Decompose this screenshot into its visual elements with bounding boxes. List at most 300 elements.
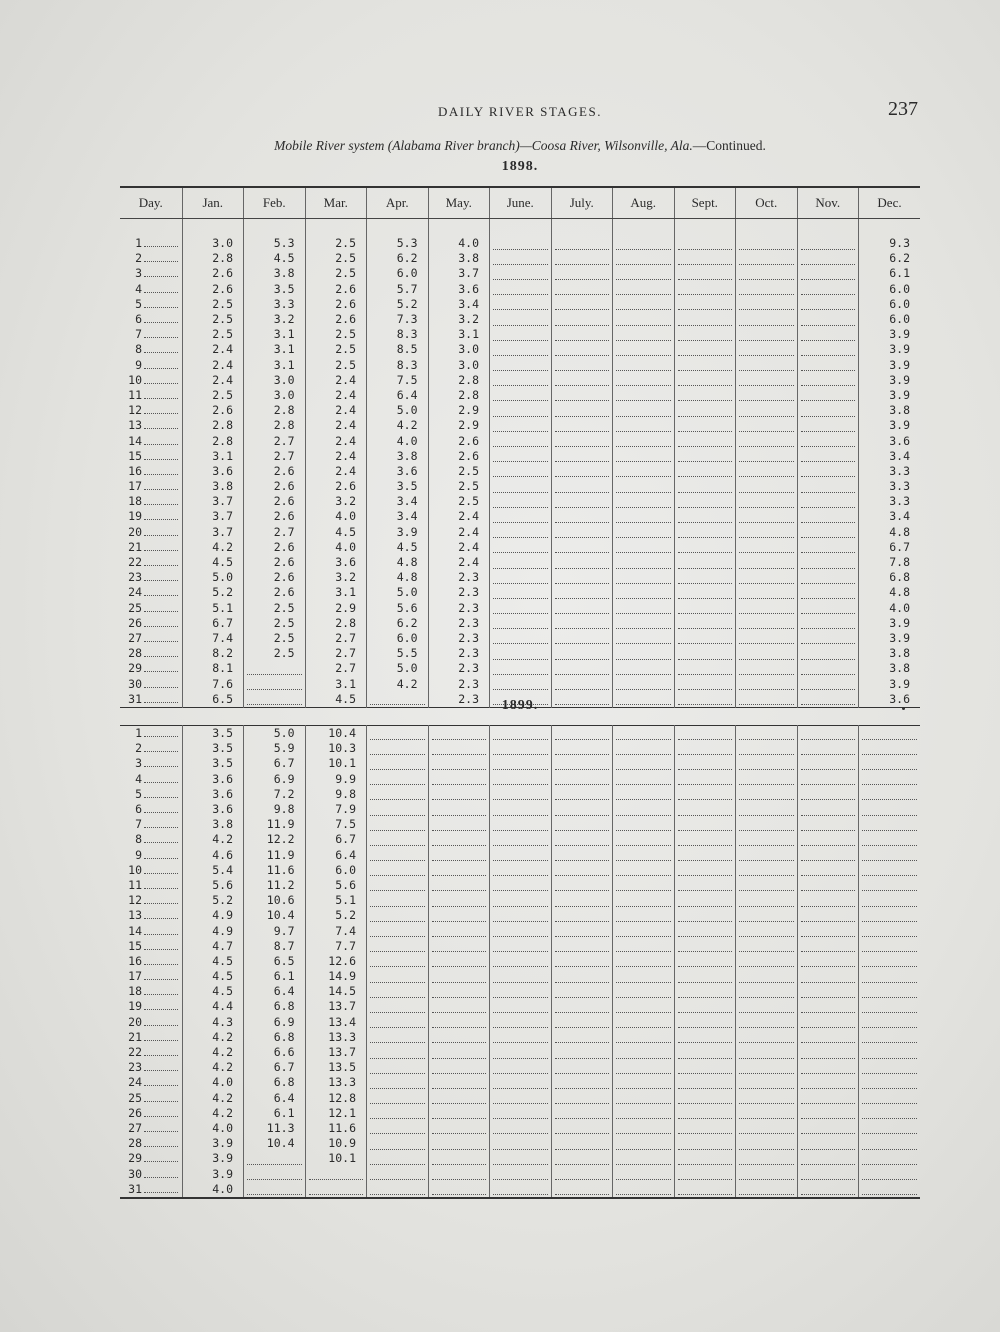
empty-cell (551, 373, 613, 388)
dot-leader (616, 1155, 671, 1165)
empty-cell (613, 1015, 675, 1030)
dot-leader (616, 1049, 671, 1059)
day-number: 29 (128, 1151, 142, 1166)
table-row (120, 741, 920, 756)
dot-leader (678, 346, 733, 356)
empty-cell (736, 939, 798, 954)
empty-cell (551, 676, 613, 691)
stage-value-cell: 2.4 (305, 464, 367, 479)
stage-value-cell: 4.4 (182, 999, 244, 1014)
dot-leader (801, 973, 856, 983)
empty-cell (490, 787, 552, 802)
day-number: 8 (135, 832, 142, 847)
empty-cell (797, 403, 859, 418)
empty-cell (674, 282, 736, 297)
dot-leader (801, 988, 856, 998)
day-number: 27 (128, 630, 142, 645)
table-row (120, 540, 920, 555)
empty-cell (613, 251, 675, 266)
dot-leader (616, 1140, 671, 1150)
dot-leader (616, 331, 671, 341)
empty-cell (674, 954, 736, 969)
table-row (120, 969, 920, 984)
table-row (120, 1075, 920, 1090)
empty-cell (490, 433, 552, 448)
dot-leader (678, 988, 733, 998)
empty-cell (551, 1182, 613, 1198)
dot-leader (493, 331, 548, 341)
dot-leader (493, 1064, 548, 1074)
empty-cell (490, 817, 552, 832)
dot-leader (370, 912, 425, 922)
stage-value-cell: 4.6 (182, 848, 244, 863)
stage-value-cell: 11.2 (244, 878, 306, 893)
day-cell (120, 863, 182, 878)
dot-leader (616, 543, 671, 553)
table-row (120, 403, 920, 418)
dot-leader (616, 346, 671, 356)
dot-leader (739, 1079, 794, 1089)
dot-leader (801, 589, 856, 599)
dot-leader (678, 680, 733, 690)
dot-leader (739, 988, 794, 998)
dot-leader (616, 790, 671, 800)
dot-leader (432, 760, 487, 770)
stage-value-cell: 7.6 (182, 676, 244, 691)
stage-value-cell: 2.3 (428, 585, 490, 600)
column-header: Nov. (797, 187, 859, 219)
stage-value-cell: 13.3 (305, 1075, 367, 1090)
stage-value-cell: 2.4 (305, 418, 367, 433)
empty-cell (674, 832, 736, 847)
table-row (120, 878, 920, 893)
dot-leader (801, 912, 856, 922)
day-cell (120, 1030, 182, 1045)
empty-cell (551, 1136, 613, 1151)
dot-leader (678, 973, 733, 983)
dot-leader (493, 361, 548, 371)
table-row (120, 570, 920, 585)
dot-leader (493, 957, 548, 967)
stage-value-cell: 3.6 (182, 464, 244, 479)
empty-cell (797, 676, 859, 691)
day-number: 7 (135, 817, 142, 832)
empty-cell (428, 923, 490, 938)
dot-leader (801, 483, 856, 493)
empty-cell (551, 601, 613, 616)
empty-cell (736, 646, 798, 661)
stage-value-cell: 4.2 (182, 1045, 244, 1060)
stage-value-cell: 3.7 (182, 509, 244, 524)
stage-value-cell: 3.9 (859, 342, 921, 357)
dot-leader (370, 775, 425, 785)
dot-leader (739, 821, 794, 831)
stage-value-cell: 3.6 (182, 772, 244, 787)
dot-leader (616, 1185, 671, 1195)
dot-leader (144, 895, 178, 904)
day-number: 13 (128, 418, 142, 433)
dot-leader (739, 866, 794, 876)
stage-value-cell: 12.1 (305, 1106, 367, 1121)
empty-cell (428, 772, 490, 787)
empty-cell (551, 403, 613, 418)
stage-value-cell: 12.6 (305, 954, 367, 969)
dot-leader (247, 1185, 302, 1195)
dot-leader (493, 1094, 548, 1104)
stage-value-cell: 13.3 (305, 1030, 367, 1045)
empty-cell (490, 863, 552, 878)
empty-cell (551, 1015, 613, 1030)
stage-value-cell: 11.3 (244, 1121, 306, 1136)
stage-value-cell: 8.1 (182, 661, 244, 676)
empty-cell (736, 661, 798, 676)
dot-leader (493, 1018, 548, 1028)
dot-leader (862, 1170, 917, 1180)
empty-cell (367, 954, 429, 969)
dot-leader (862, 760, 917, 770)
empty-cell (736, 494, 798, 509)
dot-leader (555, 346, 610, 356)
empty-cell (490, 1075, 552, 1090)
dot-leader (432, 836, 487, 846)
stage-value-cell: 2.3 (428, 631, 490, 646)
day-number: 20 (128, 524, 142, 539)
day-cell (120, 631, 182, 646)
dot-leader (801, 851, 856, 861)
dot-leader (801, 775, 856, 785)
dot-leader (493, 634, 548, 644)
dot-leader (862, 806, 917, 816)
dot-leader (370, 1033, 425, 1043)
dot-leader (144, 1077, 178, 1086)
dot-leader (493, 1140, 548, 1150)
empty-cell (736, 1106, 798, 1121)
dot-leader (616, 1064, 671, 1074)
empty-cell (674, 479, 736, 494)
stage-value-cell: 7.5 (367, 373, 429, 388)
stage-value-cell: 7.7 (305, 939, 367, 954)
table-row (120, 1121, 920, 1136)
day-cell (120, 1091, 182, 1106)
dot-leader (493, 665, 548, 675)
day-number: 27 (128, 1120, 142, 1135)
stage-value-cell: 2.4 (428, 509, 490, 524)
day-cell (120, 1075, 182, 1090)
column-header: July. (551, 187, 613, 219)
stage-value-cell: 2.7 (244, 433, 306, 448)
empty-cell (367, 1136, 429, 1151)
day-number: 21 (128, 1029, 142, 1044)
stage-value-cell: 6.0 (367, 266, 429, 281)
day-number: 7 (135, 327, 142, 342)
dot-leader (616, 467, 671, 477)
dot-leader (555, 836, 610, 846)
day-cell (120, 802, 182, 817)
dot-leader (801, 604, 856, 614)
stage-value-cell: 6.8 (244, 1075, 306, 1090)
dot-leader (144, 971, 178, 980)
empty-cell (674, 817, 736, 832)
dot-leader (616, 528, 671, 538)
empty-cell (797, 449, 859, 464)
stage-value-cell: 6.1 (244, 969, 306, 984)
dot-leader (493, 881, 548, 891)
stage-value-cell: 2.6 (244, 479, 306, 494)
dot-leader (678, 745, 733, 755)
empty-cell (736, 327, 798, 342)
empty-cell (736, 863, 798, 878)
dot-leader (144, 466, 178, 475)
empty-cell (859, 802, 921, 817)
dot-leader (493, 866, 548, 876)
empty-cell (613, 661, 675, 676)
empty-cell (613, 342, 675, 357)
dot-leader (370, 973, 425, 983)
empty-cell (490, 893, 552, 908)
dot-leader (678, 285, 733, 295)
dot-leader (555, 543, 610, 553)
year-heading-1899: 1899. (501, 698, 539, 713)
day-cell (120, 373, 182, 388)
dot-leader (370, 942, 425, 952)
empty-cell (367, 817, 429, 832)
dot-leader (739, 1124, 794, 1134)
dot-leader (678, 1003, 733, 1013)
empty-cell (490, 1136, 552, 1151)
day-cell (120, 1106, 182, 1121)
empty-cell (490, 939, 552, 954)
empty-cell (797, 570, 859, 585)
dot-leader (555, 650, 610, 660)
dot-leader (370, 806, 425, 816)
dot-leader (555, 240, 610, 250)
dot-leader (862, 1049, 917, 1059)
empty-cell (736, 464, 798, 479)
day-number: 11 (128, 877, 142, 892)
stage-value-cell: 2.5 (428, 479, 490, 494)
dot-leader (862, 851, 917, 861)
table-row (120, 676, 920, 691)
dot-leader (862, 775, 917, 785)
dot-leader (432, 821, 487, 831)
day-number: 16 (128, 463, 142, 478)
day-cell (120, 1045, 182, 1060)
dot-leader (739, 1170, 794, 1180)
dot-leader (801, 897, 856, 907)
dot-leader (370, 790, 425, 800)
table-row (120, 848, 920, 863)
dot-leader (678, 1064, 733, 1074)
stage-value-cell: 2.6 (305, 312, 367, 327)
dot-leader (616, 589, 671, 599)
stage-value-cell: 2.9 (428, 418, 490, 433)
day-cell (120, 1151, 182, 1166)
stage-value-cell: 3.8 (244, 266, 306, 281)
stage-value-cell: 4.5 (182, 969, 244, 984)
empty-cell (674, 1060, 736, 1075)
table-row (120, 616, 920, 631)
day-number: 1 (135, 236, 142, 251)
empty-cell (736, 1015, 798, 1030)
empty-cell (674, 787, 736, 802)
stage-value-cell: 9.8 (244, 802, 306, 817)
stage-value-cell: 4.0 (428, 236, 490, 251)
column-header: Day. (120, 187, 182, 219)
day-cell (120, 772, 182, 787)
header-spacer (120, 219, 920, 237)
dot-leader (493, 346, 548, 356)
dot-leader (144, 789, 178, 798)
empty-cell (490, 297, 552, 312)
table-row (120, 908, 920, 923)
empty-cell (859, 939, 921, 954)
empty-cell (367, 939, 429, 954)
empty-cell (490, 756, 552, 771)
dot-leader (370, 745, 425, 755)
empty-cell (551, 251, 613, 266)
empty-cell (613, 1075, 675, 1090)
dot-leader (144, 375, 178, 384)
dot-leader (493, 513, 548, 523)
dot-leader (678, 498, 733, 508)
empty-cell (551, 726, 613, 742)
empty-cell (613, 1136, 675, 1151)
empty-cell (367, 984, 429, 999)
empty-cell (367, 1045, 429, 1060)
stage-value-cell: 8.3 (367, 327, 429, 342)
empty-cell (859, 1182, 921, 1198)
empty-cell (428, 908, 490, 923)
empty-cell (367, 863, 429, 878)
table-row (120, 494, 920, 509)
dot-leader (493, 973, 548, 983)
stage-value-cell: 3.8 (859, 661, 921, 676)
stage-value-cell: 3.1 (305, 585, 367, 600)
stage-value-cell: 3.4 (367, 509, 429, 524)
empty-cell (613, 327, 675, 342)
empty-cell (797, 1015, 859, 1030)
dot-leader (493, 559, 548, 569)
stage-value-cell: 3.1 (428, 327, 490, 342)
stage-value-cell: 2.6 (428, 433, 490, 448)
stage-value-cell: 8.7 (244, 939, 306, 954)
dot-leader (739, 437, 794, 447)
stage-value-cell: 4.2 (367, 418, 429, 433)
empty-cell (428, 832, 490, 847)
stage-value-cell: 6.9 (244, 1015, 306, 1030)
dot-leader (370, 1140, 425, 1150)
stage-value-cell: 2.7 (305, 631, 367, 646)
dot-leader (616, 1094, 671, 1104)
dot-leader (801, 881, 856, 891)
stage-value-cell: 5.0 (182, 570, 244, 585)
empty-cell (367, 802, 429, 817)
dot-leader (739, 285, 794, 295)
stage-value-cell: 3.4 (428, 297, 490, 312)
empty-cell (674, 464, 736, 479)
dot-leader (493, 775, 548, 785)
empty-cell (490, 772, 552, 787)
stage-value-cell: 2.5 (305, 236, 367, 251)
dot-leader (678, 483, 733, 493)
empty-cell (736, 741, 798, 756)
empty-cell (736, 1045, 798, 1060)
dot-leader (616, 1109, 671, 1119)
empty-cell (551, 358, 613, 373)
stage-value-cell: 3.7 (428, 266, 490, 281)
dot-leader (801, 665, 856, 675)
stage-value-cell: 3.2 (428, 312, 490, 327)
day-number: 26 (128, 615, 142, 630)
stage-value-cell: 4.3 (182, 1015, 244, 1030)
table-row (120, 1045, 920, 1060)
empty-cell (674, 525, 736, 540)
empty-cell (490, 802, 552, 817)
stage-value-cell: 3.9 (182, 1166, 244, 1181)
empty-cell (428, 893, 490, 908)
dot-leader (739, 391, 794, 401)
stage-value-cell: 6.6 (244, 1045, 306, 1060)
dot-leader (678, 1185, 733, 1195)
dot-leader (801, 745, 856, 755)
empty-cell (490, 494, 552, 509)
stage-value-cell: 2.3 (428, 616, 490, 631)
stage-value-cell: 4.8 (859, 525, 921, 540)
empty-cell (551, 772, 613, 787)
dot-leader (678, 1170, 733, 1180)
empty-cell (428, 802, 490, 817)
empty-cell (490, 969, 552, 984)
empty-cell (613, 908, 675, 923)
table-row (120, 1106, 920, 1121)
dot-leader (678, 775, 733, 785)
stage-value-cell: 4.0 (182, 1075, 244, 1090)
empty-cell (490, 1015, 552, 1030)
dot-leader (555, 574, 610, 584)
stage-value-cell: 2.4 (305, 388, 367, 403)
running-head (120, 100, 920, 124)
dot-leader (801, 836, 856, 846)
empty-cell (736, 418, 798, 433)
day-number: 16 (128, 953, 142, 968)
stage-value-cell: 6.0 (859, 312, 921, 327)
dot-leader (616, 730, 671, 740)
dot-leader (493, 988, 548, 998)
empty-cell (551, 464, 613, 479)
dot-leader (801, 1049, 856, 1059)
day-number: 17 (128, 969, 142, 984)
dot-leader (555, 775, 610, 785)
dot-leader (144, 587, 178, 596)
empty-cell (859, 1060, 921, 1075)
empty-cell (490, 661, 552, 676)
day-cell (120, 726, 182, 742)
empty-cell (244, 676, 306, 691)
empty-cell (797, 954, 859, 969)
empty-cell (613, 388, 675, 403)
stage-value-cell: 4.0 (182, 1182, 244, 1198)
stage-value-cell: 3.6 (367, 464, 429, 479)
stage-value-cell: 8.5 (367, 342, 429, 357)
column-header: Feb. (244, 187, 306, 219)
stage-value-cell: 6.4 (244, 984, 306, 999)
empty-cell (797, 494, 859, 509)
stage-value-cell: 7.2 (244, 787, 306, 802)
day-cell (120, 494, 182, 509)
dot-leader (370, 821, 425, 831)
stage-value-cell: 3.1 (244, 358, 306, 373)
day-cell (120, 297, 182, 312)
